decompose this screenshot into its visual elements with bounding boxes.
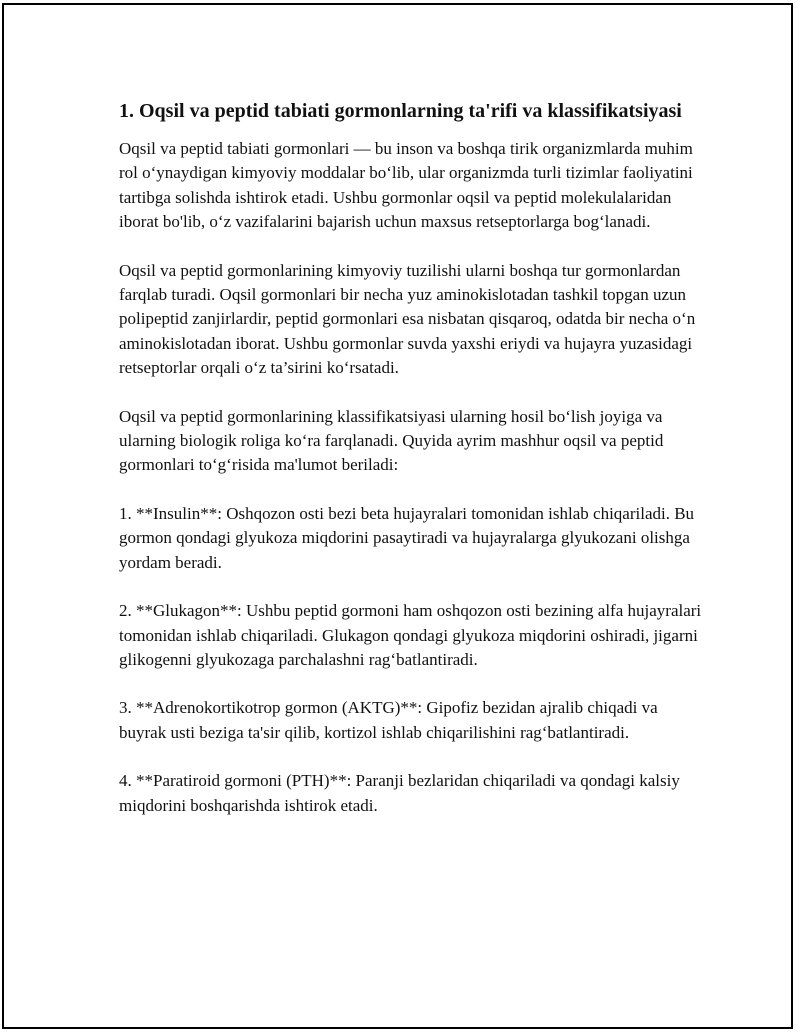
document-page bbox=[2, 3, 793, 1029]
paragraph-intro: Oqsil va peptid tabiati gormonlari — bu inson va boshqa tirik organizmlarda muhim rol o‘ynaydigan kimyoviy moddalar bo‘lib, ular organizmda turli tizimlar faoliyatini tartibga solishda ishtirok etadi. Ushbu gormonlar oqsil va peptid molekulalaridan iborat bo'lib, o‘z vazifalarini bajarish uchun maxsus retseptorlarga bog‘lanadi. bbox=[119, 139, 693, 232]
list-item-insulin: 1. **Insulin**: Oshqozon osti bezi beta hujayralari tomonidan ishlab chiqariladi. Bu gormon qondagi glyukoza miqdorini pasaytiradi va hujayralarga glyukozani olishga yordam beradi. bbox=[119, 503, 695, 572]
section-heading: 1. Oqsil va peptid tabiati gormonlarning ta'rifi va klassifikatsiyasi bbox=[119, 100, 682, 122]
list-item-aktg: 3. **Adrenokortikotrop gormon (AKTG)**: Gipofiz bezidan ajralib chiqadi va buyrak usti beziga ta'sir qilib, kortizol ishlab chiqarilishini rag‘batlantiradi. bbox=[119, 698, 658, 742]
list-item-glukagon: 2. **Glukagon**: Ushbu peptid gormoni ham oshqozon osti bezining alfa hujayralari tomonidan ishlab chiqariladi. Glukagon qondagi glyukoza miqdorini oshiradi, jigarni glikogenni glyukozaga parchalashni rag‘batlantiradi. bbox=[119, 601, 702, 669]
document-body bbox=[119, 97, 709, 842]
paragraph-classification: Oqsil va peptid gormonlarining klassifikatsiyasi ularning hosil bo‘lish joyiga va ularning biologik roliga ko‘ra farqlanadi. Quyida ayrim mashhur oqsil va peptid gormonlari to‘g‘risida ma'lumot beriladi: bbox=[119, 406, 664, 475]
list-item-pth: 4. **Paratiroid gormoni (PTH)**: Paranji bezlaridan chiqariladi va qondagi kalsiy miqdorini boshqarishda ishtirok etadi. bbox=[119, 771, 680, 815]
paragraph-structure: Oqsil va peptid gormonlarining kimyoviy tuzilishi ularni boshqa tur gormonlardan farqlab turadi. Oqsil gormonlari bir necha yuz aminokislotadan tashkil topgan uzun polipeptid zanjirlardir, peptid gormonlari esa nisbatan qisqaroq, odatda bir necha o‘n aminokislotadan iborat. Ushbu gormonlar suvda yaxshi eriydi va hujayra yuzasidagi retseptorlar orqali o‘z ta’sirini ko‘rsatadi. bbox=[119, 260, 696, 378]
